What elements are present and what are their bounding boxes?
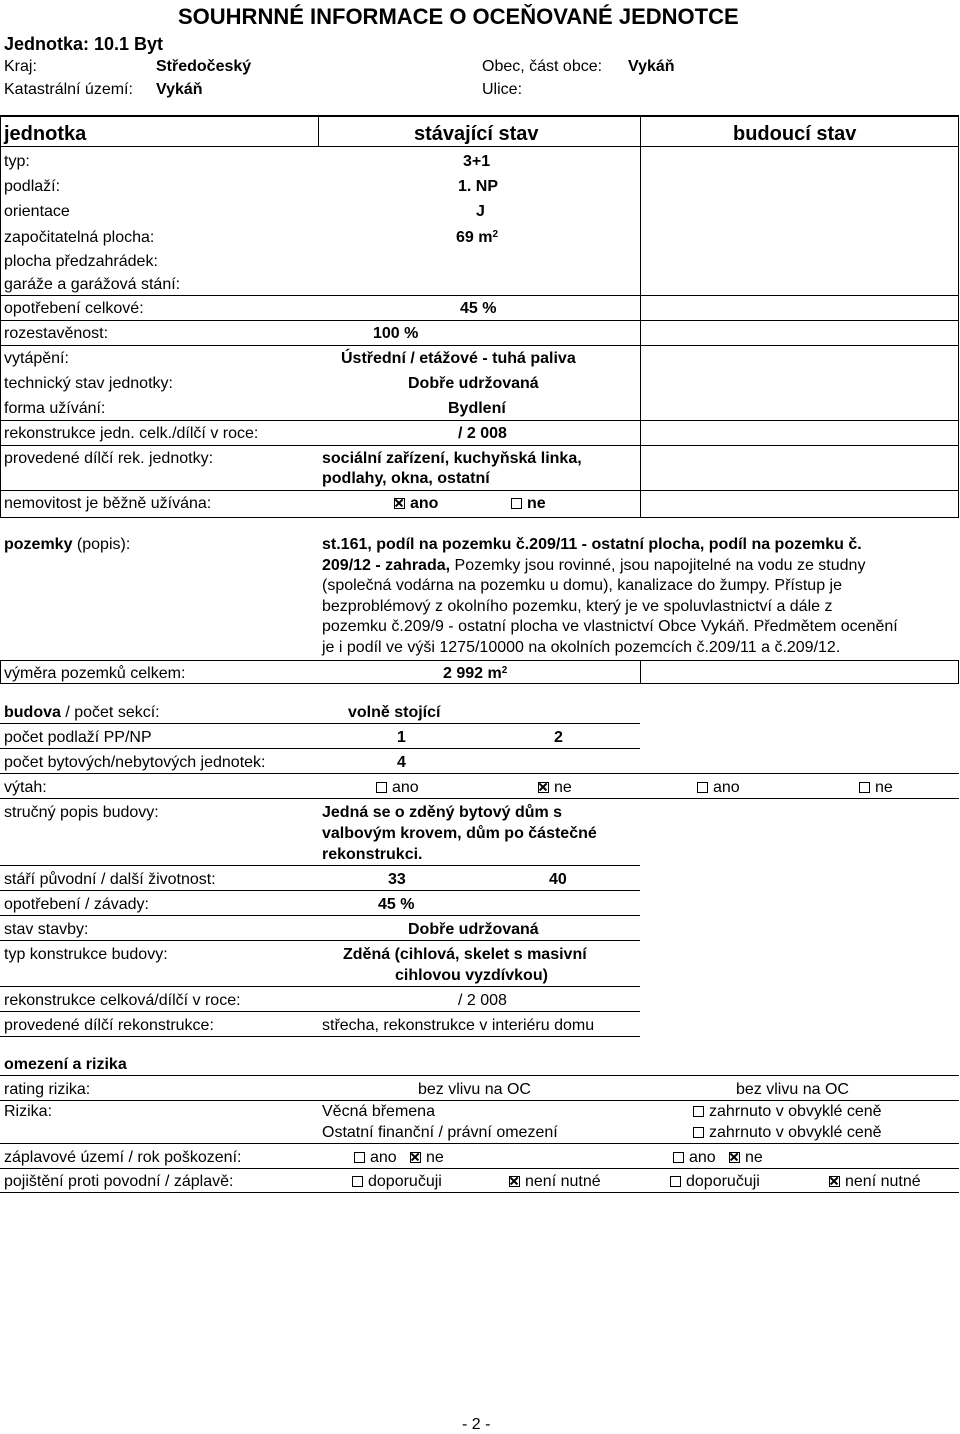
budova-rekonstrukce-value: / 2 008 — [458, 992, 507, 1009]
np-value: 2 — [554, 729, 563, 746]
rating-future: bez vlivu na OC — [736, 1081, 849, 1098]
typ-value: 3+1 — [463, 153, 491, 170]
obec-value: Vykáň — [628, 58, 675, 75]
kraj-label: Kraj: — [4, 58, 37, 75]
rekonstrukce-value: / 2 008 — [458, 425, 507, 442]
zaplavove-future-ano[interactable]: ano — [673, 1149, 716, 1167]
ulice-label: Ulice: — [482, 81, 523, 98]
vytah-future-ne[interactable]: ne — [859, 779, 893, 797]
col-current-header: stávající stav — [414, 123, 539, 145]
vymera-value: 2 992 $m^2$ — [443, 665, 508, 682]
checkbox-checked-icon[interactable] — [509, 1176, 520, 1187]
jednotek-label: počet bytových/nebytových jednotek: — [4, 754, 266, 771]
budova-label: budova / počet sekcí: — [4, 704, 160, 721]
pp-value: 1 — [397, 729, 406, 746]
vymera-label: výměra pozemků celkem: — [4, 665, 186, 682]
plocha-value: 69 $m^2$ — [456, 229, 499, 246]
ku-value: Vykáň — [156, 81, 203, 98]
budova-rekonstrukce-label: rekonstrukce celková/dílčí v roce: — [4, 992, 241, 1009]
opotrebeni-budovy-value: 45 % — [378, 896, 415, 913]
bezne-label: nemovitost je běžně užívána: — [4, 495, 212, 512]
riziko2-option[interactable]: zahrnuto v obvyklé ceně — [693, 1124, 882, 1142]
checkbox-checked-icon[interactable] — [410, 1152, 421, 1163]
konstrukce-line1: Zděná (cihlová, skelet s masivní — [343, 946, 587, 963]
pojisteni-future-doporucuji[interactable]: doporučuji — [670, 1173, 760, 1191]
budova-dilci-label: provedené dílčí rekonstrukce: — [4, 1017, 214, 1034]
col-future-header: budoucí stav — [733, 123, 857, 145]
rizika-label: Rizika: — [4, 1103, 53, 1120]
zaplavove-label: záplavové území / rok poškození: — [4, 1149, 242, 1166]
dilci-line1: sociální zařízení, kuchyňská linka, — [322, 450, 582, 467]
opotrebeni-value: 45 % — [460, 300, 497, 317]
plocha-label: započitatelná plocha: — [4, 229, 155, 246]
stav-value: Dobře udržovaná — [408, 921, 539, 938]
vytah-label: výtah: — [4, 779, 47, 796]
checkbox-checked-icon[interactable] — [829, 1176, 840, 1187]
podlazi-pp-np-label: počet podlaží PP/NP — [4, 729, 152, 746]
checkbox-checked-icon[interactable] — [729, 1152, 740, 1163]
vytapeni-value: Ústřední / etážové - tuhá paliva — [341, 350, 576, 367]
rozestavenost-label: rozestavěnost: — [4, 325, 109, 342]
zivotnost-value: 40 — [549, 871, 567, 888]
kraj-value: Středočeský — [156, 58, 252, 75]
tech-stav-label: technický stav jednotky: — [4, 375, 173, 392]
popis-line2: valbovým krovem, dům po částečné — [322, 825, 597, 842]
checkbox-empty-icon[interactable] — [511, 498, 522, 509]
pojisteni-label: pojištění proti povodní / záplavě: — [4, 1173, 234, 1190]
unit-label: Jednotka: 10.1 Byt — [4, 34, 164, 54]
konstrukce-line2: cihlovou vyzdívkou) — [395, 967, 548, 984]
konstrukce-label: typ konstrukce budovy: — [4, 946, 168, 963]
checkbox-empty-icon[interactable] — [670, 1176, 681, 1187]
checkbox-empty-icon[interactable] — [693, 1106, 704, 1117]
vytah-future-ano[interactable]: ano — [697, 779, 740, 797]
vytah-current-ne[interactable]: ne — [538, 779, 572, 797]
vytapeni-label: vytápění: — [4, 350, 69, 367]
typ-label: typ: — [4, 153, 30, 170]
jednotek-value: 4 — [397, 754, 406, 771]
riziko2: Ostatní finanční / právní omezení — [322, 1124, 558, 1141]
col-unit-header: jednotka — [4, 123, 87, 145]
rozestavenost-value: 100 % — [373, 325, 419, 342]
checkbox-empty-icon[interactable] — [354, 1152, 365, 1163]
opotrebeni-label: opotřebení celkové: — [4, 300, 144, 317]
orientace-label: orientace — [4, 203, 70, 220]
rizika-heading: omezení a rizika — [4, 1056, 127, 1073]
predzahradky-label: plocha předzahrádek: — [4, 253, 158, 270]
zaplavove-current-ne[interactable]: ne — [410, 1149, 444, 1167]
pozemky-description: st.161, podíl na pozemku č.209/11 - ostatní plocha, podíl na pozemku č. 209/12 - zahrada, Pozemky jsou rovinné, jsou napojitelné na vodu ze studny (společná vodárna na pozemku u domu), kanalizace do žumpy. Přístup je bezproblémový z okolního pozemku, který je ve spoluvlastnictví a dále z pozemku č.209/9 - ostatní plocha ve vlastnictví Obce Vykáň. Předmětem ocenění je i podíl ve výši 1275/10000 na okolních pozemcích č.209/11 a č.209/12. — [322, 536, 898, 656]
budova-dilci-value: střecha, rekonstrukce v interiéru domu — [322, 1017, 595, 1034]
vytah-current-ano[interactable]: ano — [376, 779, 419, 797]
pojisteni-current-doporucuji[interactable]: doporučuji — [352, 1173, 442, 1191]
page-number: - 2 - — [462, 1416, 491, 1433]
forma-value: Bydlení — [448, 400, 506, 417]
checkbox-empty-icon[interactable] — [376, 782, 387, 793]
checkbox-empty-icon[interactable] — [673, 1152, 684, 1163]
forma-label: forma užívání: — [4, 400, 106, 417]
budova-typ-value: volně stojící — [348, 704, 441, 721]
pojisteni-current-neni-nutne[interactable]: není nutné — [509, 1173, 601, 1191]
popis-line3: rekonstrukci. — [322, 846, 423, 863]
dilci-label: provedené dílčí rek. jednotky: — [4, 450, 214, 467]
stav-label: stav stavby: — [4, 921, 89, 938]
bezne-ne-option[interactable]: ne — [511, 495, 546, 513]
popis-label: stručný popis budovy: — [4, 804, 159, 821]
stari-label: stáří původní / další životnost: — [4, 871, 216, 888]
dilci-line2: podlahy, okna, ostatní — [322, 470, 490, 487]
garaze-label: garáže a garážová stání: — [4, 276, 181, 293]
checkbox-checked-icon[interactable] — [538, 782, 549, 793]
pozemky-label: pozemky (popis): — [4, 536, 131, 553]
stari-value: 33 — [388, 871, 406, 888]
obec-label: Obec, část obce: — [482, 58, 603, 75]
pojisteni-future-neni-nutne[interactable]: není nutné — [829, 1173, 921, 1191]
zaplavove-current-ano[interactable]: ano — [354, 1149, 397, 1167]
popis-line1: Jedná se o zděný bytový dům s — [322, 804, 563, 821]
zaplavove-future-ne[interactable]: ne — [729, 1149, 763, 1167]
checkbox-checked-icon[interactable] — [394, 498, 405, 509]
riziko1: Věcná břemena — [322, 1103, 435, 1120]
page-title: SOUHRNNÉ INFORMACE O OCEŇOVANÉ JEDNOTCE — [178, 4, 739, 29]
riziko1-option[interactable]: zahrnuto v obvyklé ceně — [693, 1103, 882, 1121]
checkbox-empty-icon[interactable] — [352, 1176, 363, 1187]
checkbox-empty-icon[interactable] — [859, 782, 870, 793]
rekonstrukce-label: rekonstrukce jedn. celk./dílčí v roce: — [4, 425, 259, 442]
checkbox-empty-icon[interactable] — [693, 1127, 704, 1138]
podlazi-value: 1. NP — [458, 178, 499, 195]
ku-label: Katastrální území: — [4, 81, 133, 98]
rating-label: rating rizika: — [4, 1081, 91, 1098]
opotrebeni-budovy-label: opotřebení / závady: — [4, 896, 149, 913]
podlazi-label: podlaží: — [4, 178, 61, 195]
tech-stav-value: Dobře udržovaná — [408, 375, 539, 392]
orientace-value: J — [476, 203, 485, 220]
bezne-ano-option[interactable]: ano — [394, 495, 438, 513]
checkbox-empty-icon[interactable] — [697, 782, 708, 793]
rating-current: bez vlivu na OC — [418, 1081, 531, 1098]
